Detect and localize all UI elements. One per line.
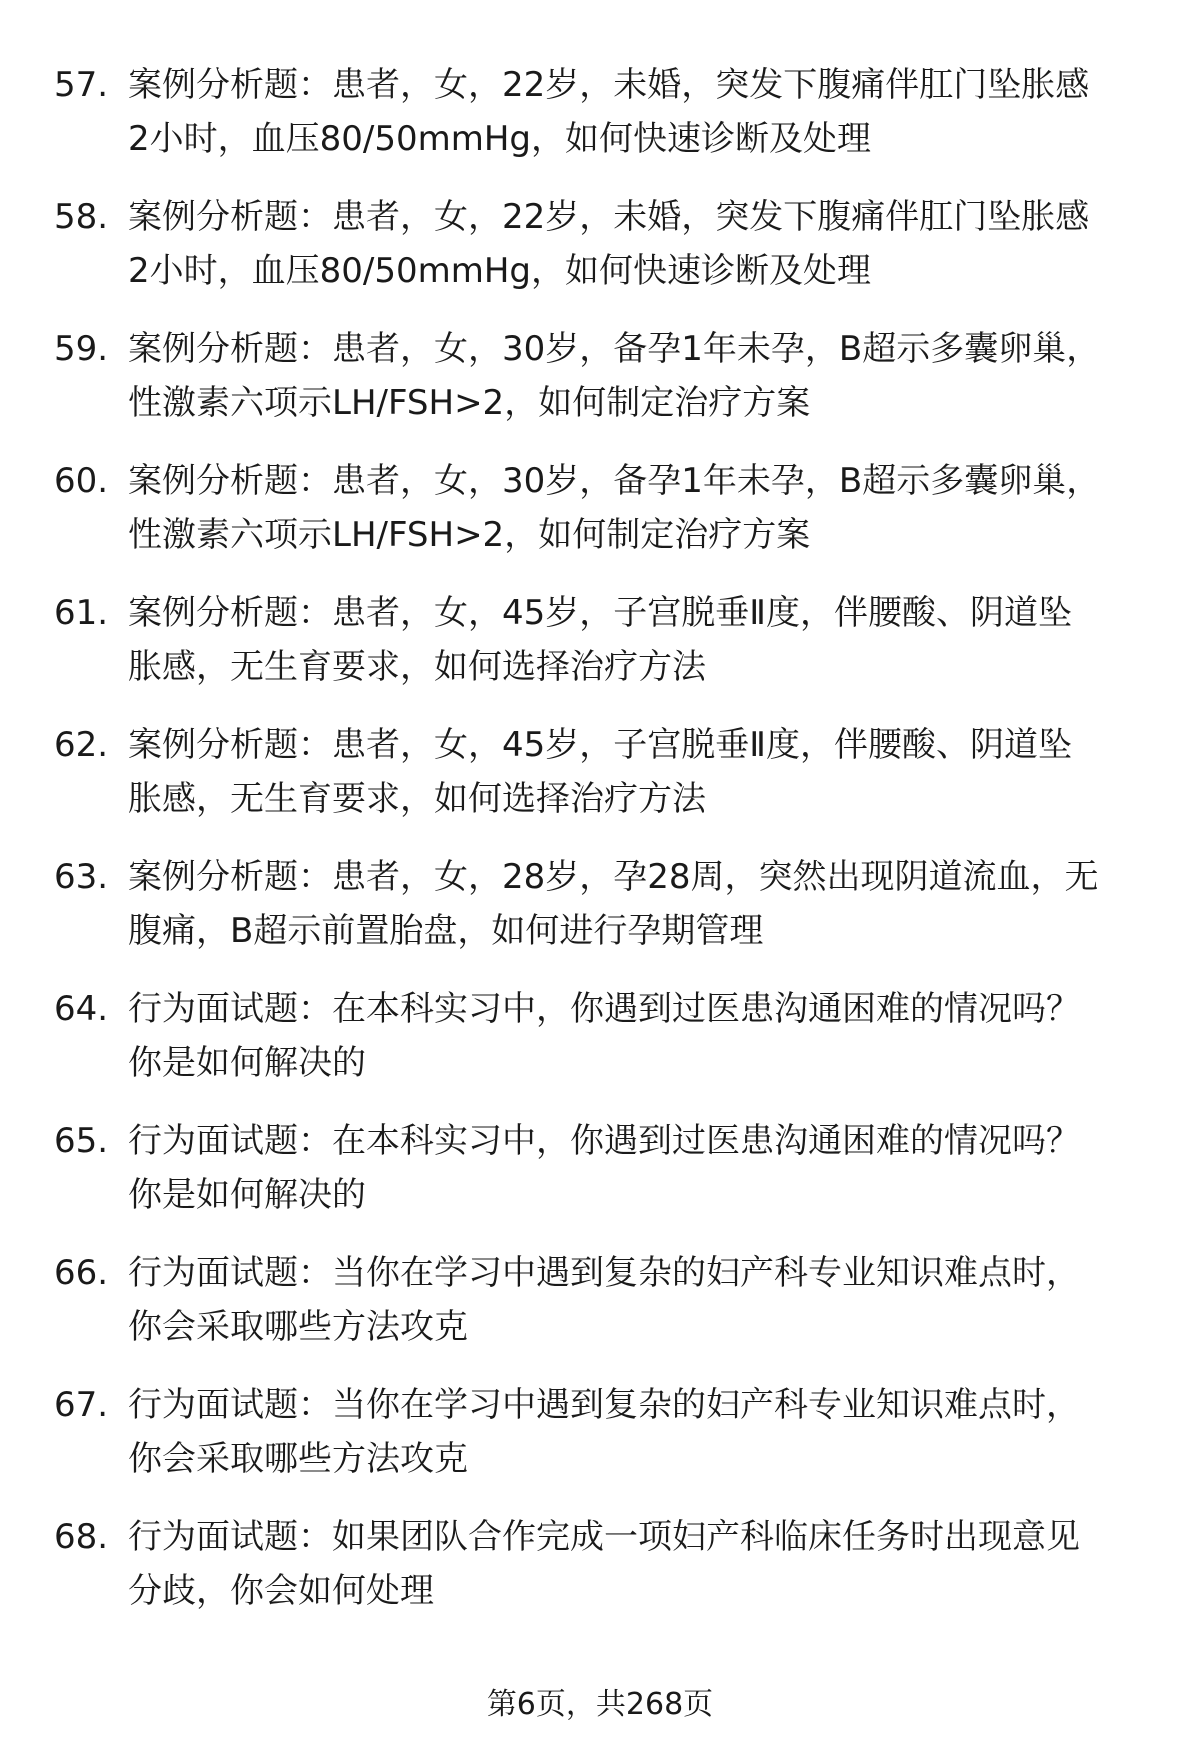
question-number: 61. xyxy=(54,593,109,633)
question-line: 案例分析题：患者，女，22岁，未婚，突发下腹痛伴肛门坠胀感 xyxy=(128,65,1090,105)
list-item xyxy=(54,454,1164,586)
question-line: 2小时，血压80/50mmHg，如何快速诊断及处理 xyxy=(128,119,872,159)
list-item xyxy=(54,1114,1164,1246)
question-number: 60. xyxy=(54,461,109,501)
question-text xyxy=(128,982,1158,1090)
question-line: 腹痛，B超示前置胎盘，如何进行孕期管理 xyxy=(128,911,764,951)
question-text xyxy=(128,850,1158,958)
question-number: 57. xyxy=(54,65,109,105)
list-item xyxy=(54,1246,1164,1378)
page-number: 第6页，共268页 xyxy=(486,1687,714,1722)
question-text xyxy=(128,322,1158,430)
question-line: 分歧，你会如何处理 xyxy=(128,1571,434,1611)
question-number: 64. xyxy=(54,989,109,1029)
question-text xyxy=(128,1114,1158,1222)
question-number: 62. xyxy=(54,725,109,765)
question-text xyxy=(128,454,1158,562)
question-line: 案例分析题：患者，女，45岁，子宫脱垂Ⅱ度，伴腰酸、阴道坠 xyxy=(128,593,1072,633)
list-item xyxy=(54,58,1164,190)
list-item xyxy=(54,190,1164,322)
question-line: 胀感，无生育要求，如何选择治疗方法 xyxy=(128,647,706,687)
question-line: 你会采取哪些方法攻克 xyxy=(128,1439,468,1479)
question-text xyxy=(128,718,1158,826)
question-line: 案例分析题：患者，女，22岁，未婚，突发下腹痛伴肛门坠胀感 xyxy=(128,197,1090,237)
question-line: 案例分析题：患者，女，30岁，备孕1年未孕，B超示多囊卵巢， xyxy=(128,461,1101,501)
question-line: 2小时，血压80/50mmHg，如何快速诊断及处理 xyxy=(128,251,872,291)
question-line: 性激素六项示LH/FSH>2，如何制定治疗方案 xyxy=(128,515,811,555)
question-line: 行为面试题：如果团队合作完成一项妇产科临床任务时出现意见 xyxy=(128,1517,1080,1557)
question-line: 胀感，无生育要求，如何选择治疗方法 xyxy=(128,779,706,819)
question-line: 你是如何解决的 xyxy=(128,1175,366,1215)
question-line: 你是如何解决的 xyxy=(128,1043,366,1083)
list-item xyxy=(54,850,1164,982)
question-text xyxy=(128,1246,1158,1354)
list-item xyxy=(54,1510,1164,1642)
question-list xyxy=(54,58,1164,1642)
question-number: 58. xyxy=(54,197,109,237)
question-text xyxy=(128,1510,1158,1618)
question-line: 行为面试题：在本科实习中，你遇到过医患沟通困难的情况吗？ xyxy=(128,989,1080,1029)
question-number: 68. xyxy=(54,1517,109,1557)
question-line: 行为面试题：在本科实习中，你遇到过医患沟通困难的情况吗？ xyxy=(128,1121,1080,1161)
question-number: 67. xyxy=(54,1385,109,1425)
list-item xyxy=(54,1378,1164,1510)
question-line: 性激素六项示LH/FSH>2，如何制定治疗方案 xyxy=(128,383,811,423)
list-item xyxy=(54,982,1164,1114)
question-text xyxy=(128,58,1158,166)
question-number: 66. xyxy=(54,1253,109,1293)
question-line: 你会采取哪些方法攻克 xyxy=(128,1307,468,1347)
question-text xyxy=(128,190,1158,298)
question-number: 59. xyxy=(54,329,109,369)
list-item xyxy=(54,586,1164,718)
question-line: 案例分析题：患者，女，28岁，孕28周，突然出现阴道流血，无 xyxy=(128,857,1099,897)
question-line: 案例分析题：患者，女，30岁，备孕1年未孕，B超示多囊卵巢， xyxy=(128,329,1101,369)
question-line: 案例分析题：患者，女，45岁，子宫脱垂Ⅱ度，伴腰酸、阴道坠 xyxy=(128,725,1072,765)
list-item xyxy=(54,718,1164,850)
question-number: 63. xyxy=(54,857,109,897)
question-text xyxy=(128,586,1158,694)
question-number: 65. xyxy=(54,1121,109,1161)
question-line: 行为面试题：当你在学习中遇到复杂的妇产科专业知识难点时， xyxy=(128,1253,1080,1293)
list-item xyxy=(54,322,1164,454)
question-line: 行为面试题：当你在学习中遇到复杂的妇产科专业知识难点时， xyxy=(128,1385,1080,1425)
question-text xyxy=(128,1378,1158,1486)
